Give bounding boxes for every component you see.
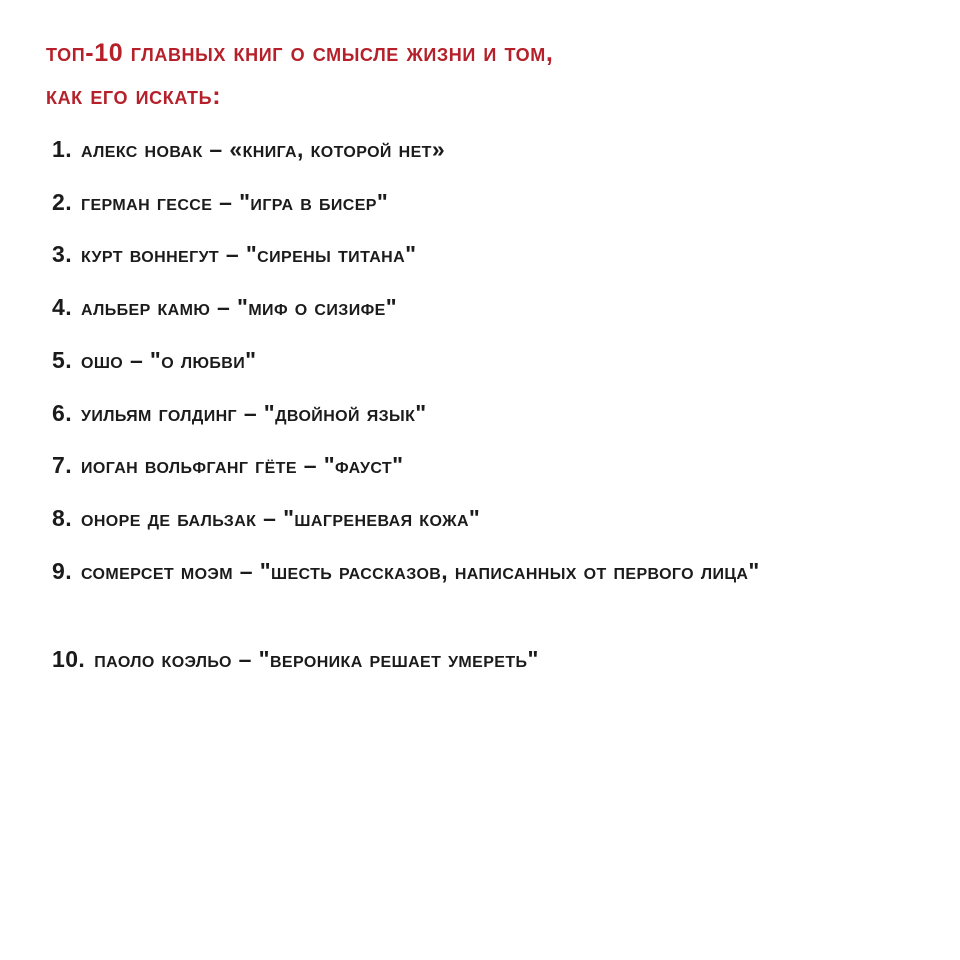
list-item-text: сомерсет моэм – "шесть рассказов, написанных от первого лица"	[80, 557, 760, 584]
list-item-number: 7.	[52, 452, 72, 479]
list-item-number: 8.	[52, 505, 72, 532]
list-item-text: ошо – "о любви"	[80, 346, 257, 373]
page-title-line-1: топ-10 главных книг о смысле жизни и том,	[46, 39, 554, 67]
list-item	[46, 644, 914, 676]
list-item-number: 2.	[52, 188, 72, 215]
list-item	[46, 292, 914, 324]
list-item	[46, 345, 914, 377]
list-item-number: 10.	[52, 645, 86, 672]
list-item-text: уильям голдинг – "двойной язык"	[80, 399, 427, 426]
list-item-text: курт воннегут – "сирены титана"	[80, 241, 417, 268]
list-item-text: иоган вольфганг гёте – "фауст"	[80, 452, 404, 479]
list-item	[46, 187, 914, 219]
list-item-text: альбер камю – "миф о сизифе"	[80, 294, 398, 321]
list-item	[46, 134, 914, 166]
list-item-number: 1.	[52, 136, 72, 162]
list-item	[46, 450, 914, 482]
page-title	[46, 32, 766, 118]
list-item-number: 5.	[52, 346, 72, 373]
list-item	[46, 503, 914, 535]
list-item-number: 4.	[52, 294, 72, 321]
list-item-number: 3.	[52, 241, 72, 268]
book-list	[46, 134, 914, 675]
list-item-text: паоло коэльо – "вероника решает умереть"	[94, 645, 539, 672]
list-item-text: герман гессе – "игра в бисер"	[80, 188, 389, 215]
list-item	[46, 239, 914, 271]
list-item-number: 6.	[52, 399, 72, 426]
list-item-number: 9.	[52, 557, 72, 584]
list-item	[46, 556, 914, 588]
list-item	[46, 398, 914, 430]
list-item-text: алекс новак – «книга, которой нет»	[80, 136, 446, 162]
page-title-line-2: как его искать:	[46, 82, 222, 110]
list-item-text: оноре де бальзак – "шагреневая кожа"	[80, 505, 481, 532]
